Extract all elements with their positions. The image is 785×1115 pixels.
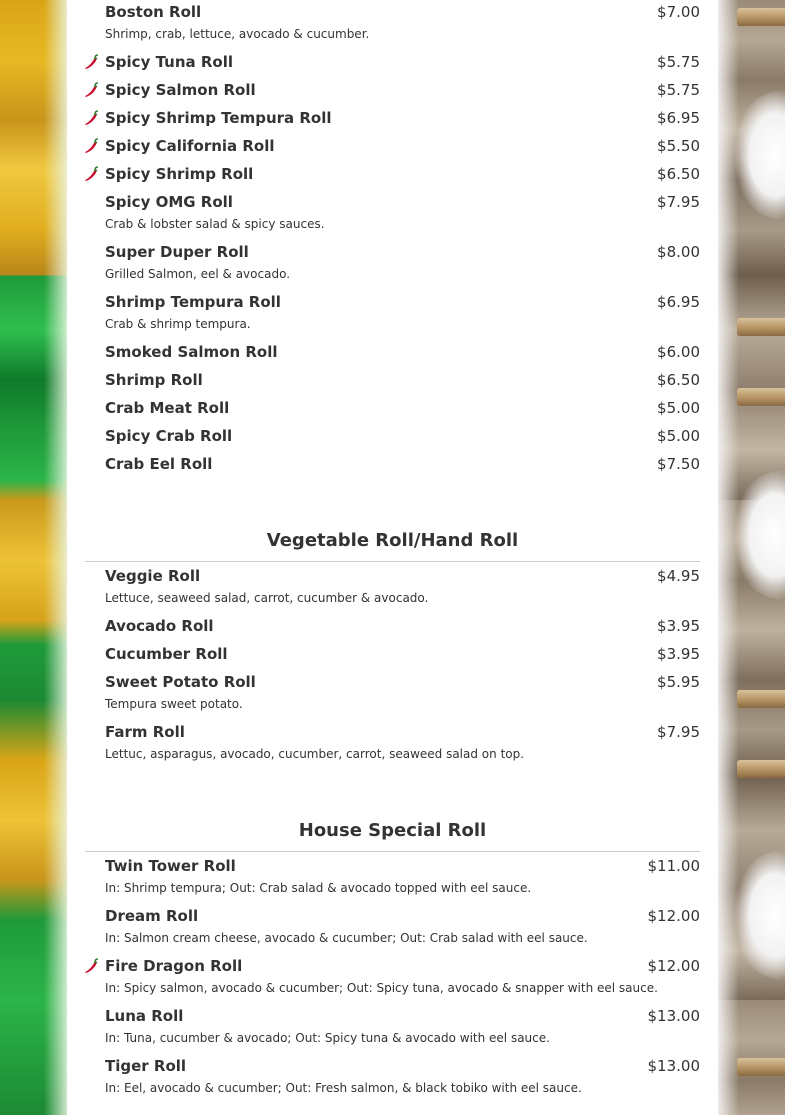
menu-item-description: Crab & lobster salad & spicy sauces. [105,217,325,231]
menu-item-description: In: Spicy salmon, avocado & cucumber; Out: Spicy tuna, avocado & snapper with eel sauce. [105,981,658,995]
menu-item-name: Smoked Salmon Roll [105,343,278,361]
menu-item-name: Veggie Roll [105,567,201,585]
section-title: House Special Roll [298,820,487,841]
menu-item-description: In: Eel, avocado & cucumber; Out: Fresh salmon, & black tobiko with eel sauce. [105,1081,582,1095]
menu-item-price: $7.00 [657,3,700,21]
section-title: Vegetable Roll/Hand Roll [266,530,519,551]
menu-item-name: Shrimp Roll [105,371,203,389]
menu-item-name: Super Duper Roll [105,243,249,261]
menu-item-price: $5.95 [657,673,700,691]
menu-item-price: $3.95 [657,617,700,635]
menu-item-description: Tempura sweet potato. [105,697,243,711]
section-divider [85,851,700,852]
menu-item-price: $6.00 [657,343,700,361]
menu-item-price: $6.95 [657,293,700,311]
menu-item-price: $5.75 [657,53,700,71]
menu-item-price: $11.00 [647,857,700,875]
menu-item-name: Crab Meat Roll [105,399,230,417]
chili-pepper-icon [82,81,100,99]
chopstick-decoration [737,8,785,26]
menu-item-price: $12.00 [647,957,700,975]
menu-item-name: Avocado Roll [105,617,214,635]
menu-item-description: In: Salmon cream cheese, avocado & cucumber; Out: Crab salad with eel sauce. [105,931,588,945]
chili-pepper-icon [82,957,100,975]
menu-item-price: $5.00 [657,399,700,417]
menu-item-description: In: Shrimp tempura; Out: Crab salad & avocado topped with eel sauce. [105,881,532,895]
menu-item-name: Spicy Shrimp Roll [105,165,254,183]
menu-item-price: $4.95 [657,567,700,585]
menu-item-description: Crab & shrimp tempura. [105,317,251,331]
chili-pepper-icon [82,165,100,183]
menu-item-name: Spicy California Roll [105,137,275,155]
menu-item-name: Shrimp Tempura Roll [105,293,281,311]
menu-item-price: $12.00 [647,907,700,925]
menu-item-name: Luna Roll [105,1007,184,1025]
menu-item-price: $5.00 [657,427,700,445]
menu-item-name: Fire Dragon Roll [105,957,243,975]
menu-item-description: Shrimp, crab, lettuce, avocado & cucumber. [105,27,370,41]
menu-item-price: $7.95 [657,723,700,741]
menu-item-price: $7.95 [657,193,700,211]
menu-item-price: $6.95 [657,109,700,127]
menu-item-price: $7.50 [657,455,700,473]
chopstick-decoration [737,760,785,778]
menu-item-description: Lettuce, seaweed salad, carrot, cucumber & avocado. [105,591,429,605]
menu-item-description: Grilled Salmon, eel & avocado. [105,267,291,281]
menu-item-price: $5.50 [657,137,700,155]
menu-item-price: $3.95 [657,645,700,663]
section-divider [85,561,700,562]
chili-pepper-icon [82,53,100,71]
menu-item-name: Boston Roll [105,3,202,21]
menu-item-name: Dream Roll [105,907,199,925]
menu-item-price: $5.75 [657,81,700,99]
menu-item-name: Spicy OMG Roll [105,193,233,211]
menu-item-price: $6.50 [657,165,700,183]
chopstick-decoration [737,318,785,336]
chopstick-decoration [737,690,785,708]
menu-item-price: $13.00 [647,1007,700,1025]
menu-item-price: $8.00 [657,243,700,261]
menu-item-name: Cucumber Roll [105,645,228,663]
menu-item-name: Farm Roll [105,723,185,741]
menu-item-name: Crab Eel Roll [105,455,213,473]
menu-item-name: Spicy Shrimp Tempura Roll [105,109,332,127]
menu-item-description: In: Tuna, cucumber & avocado; Out: Spicy tuna & avocado with eel sauce. [105,1031,550,1045]
menu-item-price: $6.50 [657,371,700,389]
menu-item-name: Spicy Tuna Roll [105,53,233,71]
menu-item-name: Twin Tower Roll [105,857,236,875]
chopstick-decoration [737,1058,785,1076]
menu-item-name: Spicy Crab Roll [105,427,233,445]
chili-pepper-icon [82,137,100,155]
chili-pepper-icon [82,109,100,127]
menu-item-name: Tiger Roll [105,1057,187,1075]
menu-item-name: Spicy Salmon Roll [105,81,256,99]
menu-item-price: $13.00 [647,1057,700,1075]
chopstick-decoration [737,388,785,406]
menu-item-description: Lettuc, asparagus, avocado, cucumber, carrot, seaweed salad on top. [105,747,525,761]
left-background-fade [44,0,68,1115]
menu-item-name: Sweet Potato Roll [105,673,256,691]
